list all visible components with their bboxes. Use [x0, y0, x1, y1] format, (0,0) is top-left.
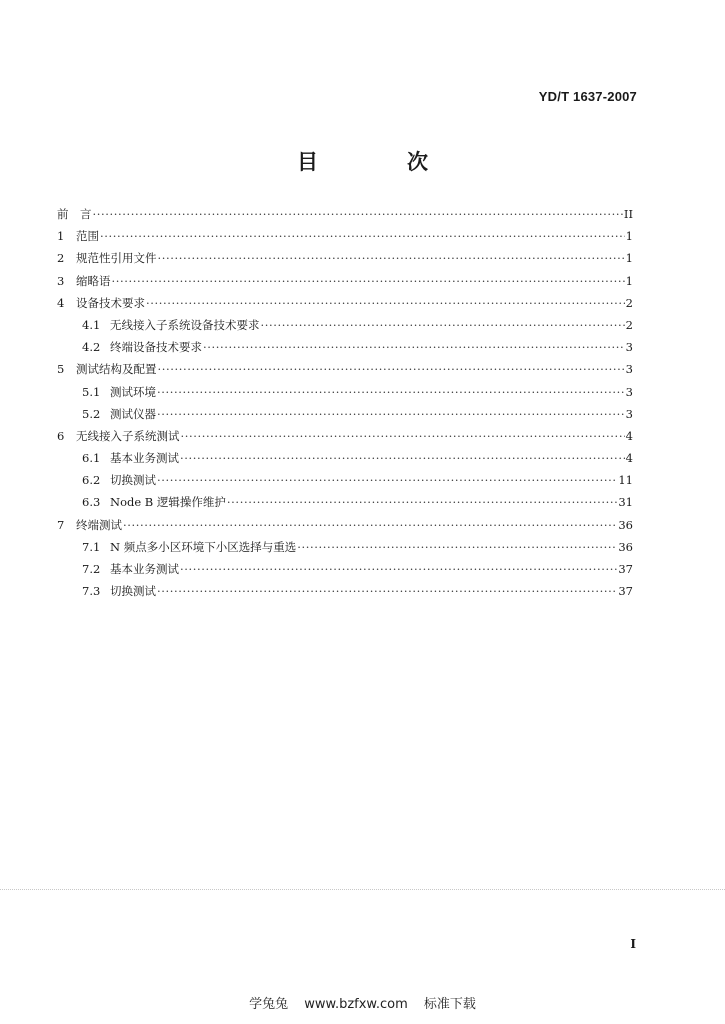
footer-site-name: 学兔兔	[249, 997, 289, 1012]
toc-entry-number: 7.2	[82, 562, 101, 576]
toc-entry-page: 3	[625, 340, 633, 355]
toc-entry[interactable]	[57, 385, 633, 407]
toc-entry[interactable]	[57, 296, 633, 318]
toc-entry-number: 3	[57, 273, 65, 288]
toc-entry-page: 2	[625, 295, 633, 310]
toc-entry[interactable]	[57, 340, 633, 362]
toc-entry[interactable]	[57, 518, 633, 540]
page-number: I	[630, 937, 636, 951]
toc-entry[interactable]	[57, 473, 633, 495]
toc-entry-label: 范围	[76, 229, 99, 244]
toc-entry[interactable]	[57, 251, 633, 273]
toc-entry[interactable]	[57, 562, 633, 584]
toc-entry-label: 测试环境	[110, 384, 156, 399]
toc-leader-dots	[203, 340, 625, 355]
toc-entry-number: 2	[57, 251, 65, 266]
toc-leader-dots	[297, 540, 617, 555]
toc-entry-label: N 频点多小区环境下小区选择与重选	[110, 539, 297, 554]
page-title: 目 次	[297, 150, 462, 174]
toc-entry-label: 测试仪器	[110, 406, 156, 421]
toc-entry-label: 切换测试	[110, 473, 156, 488]
toc-entry-label: Node B 逻辑操作维护	[110, 495, 226, 510]
toc-entry-label: 无线接入子系统测试	[76, 428, 180, 443]
toc-entry-number: 6.1	[82, 451, 101, 466]
toc-entry[interactable]	[57, 429, 633, 451]
toc-leader-dots	[112, 274, 625, 289]
toc-leader-dots	[157, 407, 625, 422]
toc-entry[interactable]	[57, 274, 633, 296]
footer-url[interactable]: www.bzfxw.com	[304, 997, 408, 1012]
toc-entry[interactable]	[57, 540, 633, 562]
toc-entry-page: 37	[618, 584, 633, 599]
toc-entry-number: 6.2	[82, 473, 101, 488]
toc-leader-dots	[123, 518, 617, 533]
toc-entry-label: 终端设备技术要求	[110, 340, 202, 355]
toc-entry-label: 测试结构及配置	[76, 362, 157, 377]
toc-entry-number: 6	[57, 428, 65, 443]
toc-entry[interactable]	[57, 318, 633, 340]
standard-number: YD/T 1637-2007	[538, 89, 637, 104]
toc-entry-label: 基本业务测试	[110, 562, 179, 576]
toc-entry-label: 基本业务测试	[110, 451, 179, 466]
toc-leader-dots	[158, 362, 625, 377]
toc-entry-number: 4.1	[82, 317, 101, 332]
toc-entry-page: 1	[625, 251, 633, 266]
toc-entry-label: 无线接入子系统设备技术要求	[110, 317, 260, 332]
toc-entry-label: 缩略语	[76, 273, 111, 288]
toc-entry-label: 规范性引用文件	[76, 251, 157, 266]
toc-entry-number: 7.1	[82, 539, 101, 554]
toc-entry[interactable]	[57, 229, 633, 251]
toc-entry-page: 31	[618, 495, 633, 510]
toc-entry-number: 4.2	[82, 340, 101, 355]
toc-entry-page: 36	[618, 539, 633, 554]
toc-entry-page: 1	[625, 273, 633, 288]
toc-leader-dots	[146, 296, 625, 311]
toc-leader-dots	[261, 318, 625, 333]
toc-entry[interactable]	[57, 407, 633, 429]
toc-entry[interactable]	[57, 584, 633, 606]
toc-leader-dots	[157, 473, 617, 488]
toc-leader-dots	[180, 562, 617, 577]
toc-entry-number: 5.1	[82, 384, 101, 399]
toc-entry-number: 5.2	[82, 406, 101, 421]
toc-leader-dots	[180, 451, 625, 466]
toc-leader-dots	[158, 251, 625, 266]
toc-entry-number: 7.3	[82, 584, 101, 599]
scan-fold-line	[0, 889, 725, 890]
toc-entry-page: 3	[625, 362, 633, 377]
toc-entry-page: 4	[625, 451, 633, 466]
toc-entry[interactable]	[57, 451, 633, 473]
toc-entry[interactable]	[57, 495, 633, 517]
toc-entry-page: 3	[625, 384, 633, 399]
toc-entry-label: 前 言	[57, 207, 92, 221]
toc-entry-page: 2	[625, 317, 633, 332]
table-of-contents	[57, 207, 633, 606]
footer	[0, 993, 725, 1012]
toc-entry-number: 7	[57, 517, 65, 532]
toc-entry-number: 5	[57, 362, 65, 377]
toc-leader-dots	[157, 584, 617, 599]
toc-leader-dots	[227, 495, 617, 510]
footer-slogan: 标准下载	[423, 997, 476, 1012]
toc-entry-page: 37	[618, 562, 633, 576]
toc-entry-page: 4	[625, 428, 633, 443]
toc-entry[interactable]	[57, 362, 633, 384]
toc-entry-label: 终端测试	[76, 517, 122, 532]
toc-leader-dots	[157, 385, 625, 400]
toc-entry-page: 36	[618, 517, 633, 532]
toc-entry-number: 6.3	[82, 495, 101, 510]
toc-entry-page: 3	[625, 406, 633, 421]
toc-entry-page: II	[623, 207, 633, 221]
toc-entry-number: 1	[57, 229, 65, 244]
toc-leader-dots	[93, 207, 623, 222]
toc-entry-page: 1	[625, 229, 633, 244]
toc-entry-page: 11	[618, 473, 633, 488]
toc-entry-number: 4	[57, 295, 65, 310]
toc-entry[interactable]	[57, 207, 633, 229]
toc-leader-dots	[181, 429, 625, 444]
toc-leader-dots	[100, 229, 625, 244]
toc-entry-label: 切换测试	[110, 584, 156, 599]
toc-entry-label: 设备技术要求	[76, 295, 145, 310]
